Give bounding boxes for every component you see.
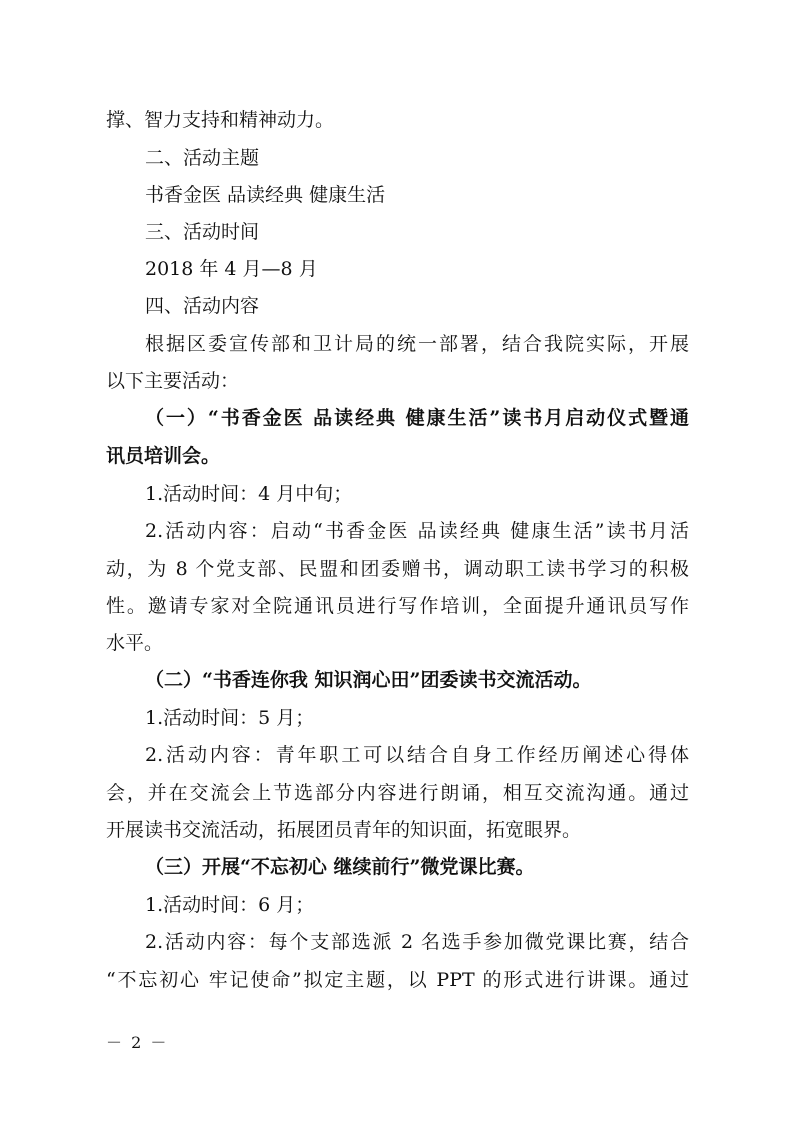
text-line: 会，并在交流会上节选部分内容进行朗诵，相互交流沟通。通过 xyxy=(106,782,689,804)
subsection-heading: 讯员培训会。 xyxy=(106,445,221,467)
text-line: 开展读书交流活动，拓展团员青年的知识面，拓宽眼界。 xyxy=(106,819,582,841)
text-line: 撑、智力支持和精神动力。 xyxy=(106,109,335,131)
text-line: 根据区委宣传部和卫计局的统一部署，结合我院实际，开展 xyxy=(145,333,689,355)
text-line: 1.活动时间：5 月； xyxy=(145,707,315,729)
page-number: － 2 － xyxy=(106,1033,169,1052)
text-line: “不忘初心 牢记使命”拟定主题，以 PPT 的形式进行讲课。通过 xyxy=(106,969,689,991)
section-heading: 二、活动主题 xyxy=(145,147,260,169)
subsection-heading: （二）“书香连你我 知识润心田”团委读书交流活动。 xyxy=(145,669,592,691)
subsection-heading: （一）“书香金医 品读经典 健康生活”读书月启动仪式暨通 xyxy=(145,407,689,429)
text-line: 动，为 8 个党支部、民盟和团委赠书，调动职工读书学习的积极 xyxy=(106,558,689,580)
text-line: 以下主要活动： xyxy=(106,370,240,392)
subsection-heading: （三）开展“不忘初心 继续前行”微党课比赛。 xyxy=(145,856,535,878)
text-line: 2.活动内容：每个支部选派 2 名选手参加微党课比赛，结合 xyxy=(145,931,689,953)
time-text: 2018 年 4 月—8 月 xyxy=(145,258,318,280)
text-line: 2.活动内容：启动“书香金医 品读经典 健康生活”读书月活 xyxy=(145,520,689,542)
section-heading: 三、活动时间 xyxy=(145,221,260,243)
text-line: 1.活动时间：4 月中旬； xyxy=(145,483,353,505)
text-line: 2.活动内容：青年职工可以结合自身工作经历阐述心得体 xyxy=(145,744,689,766)
theme-text: 书香金医 品读经典 健康生活 xyxy=(145,184,386,206)
section-heading: 四、活动内容 xyxy=(145,295,260,317)
text-line: 水平。 xyxy=(106,632,164,654)
text-line: 1.活动时间：6 月； xyxy=(145,894,315,916)
text-line: 性。邀请专家对全院通讯员进行写作培训，全面提升通讯员写作 xyxy=(106,595,689,617)
